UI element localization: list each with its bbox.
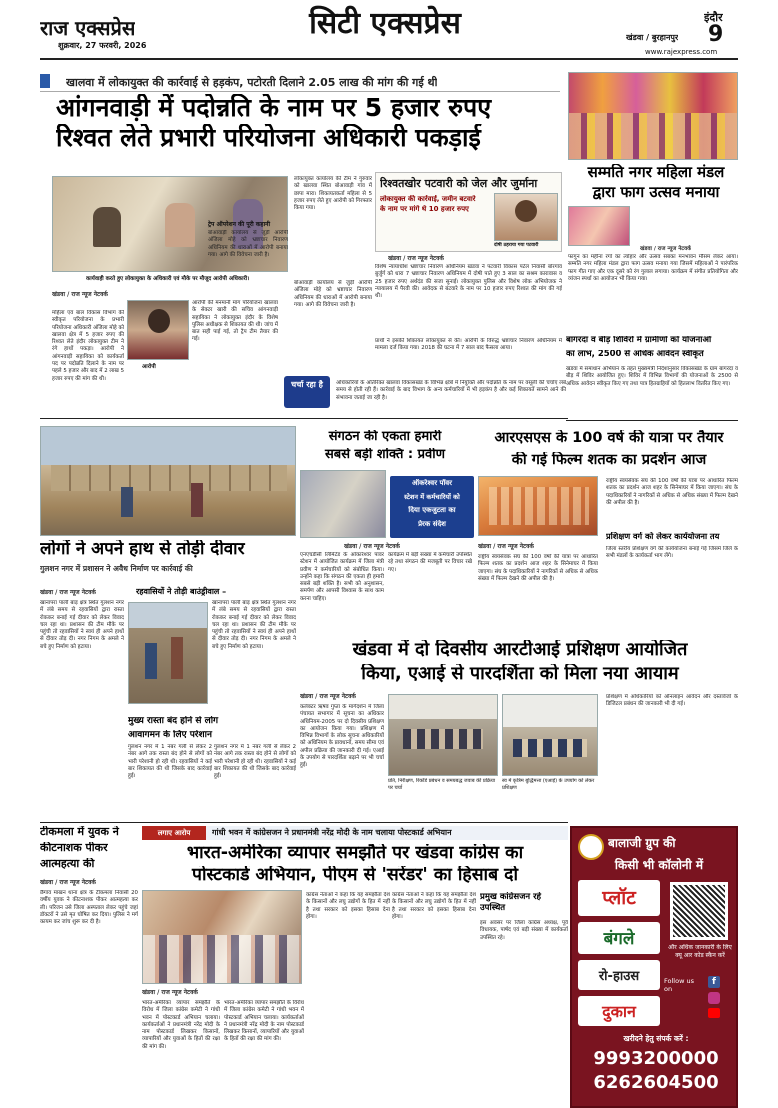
congress-banner — [142, 826, 568, 840]
diwar-photo-2 — [128, 602, 208, 704]
rti-headline-2: किया, एआई से पारदर्शिता को मिला नया आयाम — [361, 664, 679, 684]
patwari-box — [375, 172, 562, 252]
congress-body-2: भारत-अमेरिका व्यापार समझौते के विरोध में जिला कांग्रेस कमेटी ने गांधी भवन में पोस्टकार्ड अभियान चलाया। कार्यकर्ताओं ने प्रधानमंत्री नरेंद्र मोदी के नाम पोस्टकार्ड लिखकर किसानों, व्यापारियों और युवाओं के हितों की रक्षा की मांग की। — [224, 1000, 304, 1043]
rti-photo-1 — [388, 694, 498, 776]
ad-bungalow-label: बंगले — [603, 929, 635, 949]
ad-plot-tag[interactable] — [578, 880, 660, 916]
rti-body-2: प्रशिक्षण में अधिकारियों को ऑनलाइन आवेदन और दस्तावेजों के डिजिटल प्रबंधन की जानकारी भी दी गई। — [606, 694, 738, 708]
ad-title-2: किसी भी कॉलोनी में — [614, 858, 704, 872]
ad-follow: Follow us on — [664, 978, 694, 993]
bagrada-body: खंडवा में समाधान अभियान के तहत मुख्यमंत्री निर्देशानुसार विकासखंड के ग्राम बागरदा व बीड़ में शिविर आयोजित हुए। शिविर में विभिन्न विभागों की योजनाओं के 2500 से अधिक आवेदन स्वीकृत किए गए तथा पात्र हितग्राहियों को हितलाभ वितरित किए गए। — [566, 366, 738, 387]
top-story-sub-label: ट्रेप ऑपरेशन की पूरी कहानी — [208, 221, 271, 228]
congress-subheadline: प्रमुख कांग्रेसजन रहे उपस्थित — [480, 892, 542, 913]
top-story-body-3b: बोआवाड़ी कार्यालय से जुड़ी आरोपी अंजिला मोहे को भ्रष्टाचार निवारण अधिनियम की धाराओं में आरोपी बनाया गया। आगे की विवेचना जारी है। — [294, 280, 372, 308]
ad-plot-label: प्लॉट — [602, 887, 636, 909]
paper-name: राज एक्सप्रेस — [40, 16, 136, 40]
banner-tag: लगाए आरोप — [142, 826, 206, 840]
rti-caption-2: स्व में कृत्रिम बुद्धिमत्ता (एआई) के उपयोग को लेकर प्रशिक्षण — [502, 778, 595, 791]
rti-byline: खंडवा / राज न्यूज नेटवर्क — [300, 693, 357, 700]
rss-subheadline: प्रशिक्षण वर्ग को लेकर कार्ययोजना तय — [606, 532, 720, 541]
charcha-badge-text: चर्चा रहा है — [291, 380, 323, 389]
ad-phone-2[interactable]: 6262604500 — [593, 1072, 719, 1093]
sangathan-byline: खंडवा / राज न्यूज नेटवर्क — [344, 543, 401, 550]
diwar-box: रहवासियों ने तोड़ी बाउंड्रीवाल – — [136, 587, 227, 596]
masthead-rule — [40, 58, 738, 60]
instagram-icon[interactable] — [708, 992, 720, 1004]
rule-top-story — [40, 418, 568, 419]
diwar-body-3: गुलशन नगर में 1 नंबर गली से लेकर 2 नंबर आगे तक रास्ता बंद होने से लोगों को भारी परेशानी हो रही थी। रहवासियों ने कई बार शिकायत की थी जिसके बाद कार्रवाई हुई। — [128, 744, 212, 780]
ad-rowhouse-tag[interactable] — [578, 960, 660, 990]
ad-contact: खरीदने हेतु संपर्क करें : — [623, 1034, 689, 1043]
congress-body-3: कांग्रेस नेताओं ने कहा कि यह समझौता देश के किसानों और लघु उद्योगों के हित में नहीं है तथा सरकार को इसका हिसाब देना होगा। — [306, 892, 390, 920]
patwari-caption: दोषी ठहराया गया पटवारी — [494, 243, 539, 248]
teeli-byline: खंडवा / राज न्यूज नेटवर्क — [40, 879, 97, 886]
portrait-label: आरोपी — [142, 364, 156, 370]
ad-qr-text: और अधिक जानकारी के लिए क्यू आर कोड स्कैन करें — [668, 944, 732, 959]
top-story-body-4: बोआवाड़ी कार्यालय से जुड़ी आरोपी अंजिला मोहे को भ्रष्टाचार निवारण अधिनियम की धाराओं में आरोपी बनाया गया। आगे की विवेचना जारी है। — [208, 230, 288, 258]
congress-photo — [142, 890, 302, 984]
ad-title-1: बालाजी ग्रुप की — [608, 836, 676, 850]
sangathan-headline-1: संगठन की एकता हमारी — [328, 430, 442, 444]
charcha-badge — [284, 376, 330, 408]
rss-byline: खंडवा / राज न्यूज नेटवर्क — [478, 543, 535, 550]
rti-photo-2 — [502, 694, 598, 776]
masthead — [0, 0, 778, 60]
rss-headline-2: की गई फिल्म शतक का प्रदर्शन आज — [511, 452, 707, 468]
charcha-body: अधिकारियों के अतिरिक्त खालवा विकासखंड के विभिन्न क्षेत्रों में नियुक्ति और पदोन्नति के नाम पर वसूली की चर्चाएं लंबे समय से होती रही हैं। कार्रवाई के बाद विभाग के अन्य कर्मचारियों में भी हड़कंप है और कई शिकायतें सामने आने की संभावना जताई जा रही है। — [336, 380, 566, 401]
teeli-headline-2: कीटनाशक पीकर — [40, 842, 108, 854]
diwar-subheadline: गुलशन नगर में प्रशासन ने अवैध निर्माण पर कार्रवाई की — [40, 564, 193, 573]
raid-photo-caption: कार्यवाही करते हुए लोकायुक्त के अधिकारी एवं मौके पर मौजूद आरोपी अधिकारी। — [86, 276, 250, 282]
city-express-title: सिटी एक्सप्रेस — [309, 6, 461, 41]
diwar-body-4: गुलशन नगर में 1 नंबर गली से लेकर 2 नंबर आगे तक रास्ता बंद होने से लोगों को भारी परेशानी हो रही थी। रहवासियों ने कई बार शिकायत की थी जिसके बाद कार्रवाई हुई। — [214, 744, 296, 780]
diwar-sub2-1: मुख्य रास्ता बंद होने से लोग — [128, 716, 219, 726]
patwari-byline: खंडवा / राज न्यूज नेटवर्क — [388, 255, 445, 262]
ad-shop-tag[interactable] — [578, 996, 660, 1026]
top-story-kicker — [40, 72, 560, 92]
holi-body: फागुन का महीना रंगों का त्योहार और उत्सव सबका मनभावन मौसम लेकर आया। सम्मति नगर महिला मंडल द्वारा फाग उत्सव मनाया गया जिसमें महिलाओं ने पारंपरिक फाग गीत गाए और एक दूसरे को रंग गुलाल लगाया। कार्यक्रम में संगीत प्रतियोगिता और व्यंजन स्पर्धा का आयोजन भी किया गया। — [568, 254, 738, 282]
bagrada-headline-1: बागरदा व बीड़ शिविरों में ग्रामीणों को योजनाओं — [566, 336, 712, 345]
supplement-label: खंडवा / बुरहानपुर — [626, 33, 679, 42]
teeli-headline-3: आत्महत्या की — [40, 858, 95, 870]
qr-code-icon[interactable] — [670, 882, 728, 940]
diwar-photo — [40, 426, 296, 536]
teeli-headline-1: टीकमला में युवक ने — [40, 826, 119, 838]
sangathan-photo — [300, 470, 386, 538]
holi-photo-2 — [568, 206, 630, 246]
top-story-body-2: आरोपी की मनमानी मांग परियोजना खालवा के सेक्टर खारी की सचिव आंगनवाड़ी सहायिका ने लोकायुक्त इंदौर के विशेष पुलिस अधीक्षक से शिकायत की थी। जांच में बात सही पाई गई, तो ट्रैप टीम तैयार की गई। — [192, 300, 278, 343]
ad-phone-1[interactable]: 9993200000 — [593, 1048, 719, 1069]
sangathan-box-line-1: ऑकरेश्वर पॉवर — [411, 479, 453, 487]
sangathan-headline-2: सबसे बड़ी शक्ति : प्रवीण — [324, 448, 446, 462]
diwar-headline: लोगों ने अपने हाथ से तोड़ी दीवार — [40, 540, 245, 559]
congress-headline-2: पोस्टकार्ड अभियान, पीएम से 'सरेंडर' का हिसाब दो — [192, 866, 518, 885]
diwar-body: खानापरा पाली बाड़ क्षेत्र स्थित गुलशन नगर में लंबे समय से रहवासियों द्वारा रास्ता रोककर बनाई गई दीवार को लेकर विवाद चल रहा था। प्रशासन की टीम मौके पर पहुंची तो रहवासियों ने स्वयं ही अपने हाथों से दीवार तोड़ दी। नगर निगम के अमले ने बचे हुए निर्माण को हटाया। — [40, 600, 124, 650]
rti-body: कलेक्टर ऋषव गुप्ता के मार्गदर्शन में जिला पंचायत सभागार में सूचना का अधिकार अधिनियम-2005 पर दो दिवसीय प्रशिक्षण का आयोजन किया गया। प्रशिक्षण में विभिन्न विभागों के लोक सूचना अधिकारियों को अधिनियम के प्रावधानों, समय सीमा एवं अपील प्रक्रिया की जानकारी दी गई। एआई के उपयोग से पारदर्शिता बढ़ाने पर भी चर्चा हुई। — [300, 704, 384, 769]
youtube-icon[interactable] — [708, 1008, 720, 1018]
balaji-ad — [570, 826, 738, 1108]
congress-body-5: इस अवसर पर जिला कांग्रेस अध्यक्ष, पूर्व विधायक, पार्षद एवं बड़ी संख्या में कार्यकर्ता उपस्थित रहे। — [480, 920, 568, 941]
rule-right-top — [566, 420, 738, 421]
sangathan-body: एनएचडीसी लिमिटेड के ओंकारेश्वर पावर स्टेशन में आयोजित कार्यक्रम में जिला मंत्री प्रवीण ने कर्मचारियों को संबोधित किया। उन्होंने कहा कि संगठन की एकता ही हमारी सबसे बड़ी शक्ति है। सभी को अनुशासन, समर्पण और आपसी विश्वास के साथ काम करना चाहिए। — [300, 552, 384, 602]
teeli-body: छैगांव माखन थाना क्षेत्र के टीकमला निवासी 20 वर्षीय युवक ने कीटनाशक पीकर आत्महत्या कर ली। परिजन उसे जिला अस्पताल लेकर पहुंचे जहां डॉक्टरों ने उसे मृत घोषित कर दिया। पुलिस ने मर्ग कायम कर जांच शुरू कर दी है। — [40, 890, 138, 926]
ad-rowhouse-label: रो-हाउस — [598, 969, 640, 984]
patwari-body: विशेष न्यायाधीश भ्रष्टाचार निवारण अधिनियम खंडवा ने पटवारी विकास पटेल निवासी बोरगांव बुर्जुर्ग को धारा 7 भ्रष्टाचार निवारण अधिनियम में दोषी पाते हुए 3 साल का सश्रम कारावास व 25 हजार रुपए अर्थदंड की सजा सुनाई। लोकायुक्त पुलिस और विशेष लोक अभियोजक ने न्यायालय में पैरवी की। आवेदक से बंटवारे के नाम पर 10 हजार रुपए रिश्वत की मांग की गई थी। — [375, 264, 562, 300]
patwari-photo — [494, 193, 558, 241]
sangathan-box — [390, 476, 474, 538]
patwari-headline: रिश्वतखोर पटवारी को जेल और जुर्माना — [380, 177, 538, 190]
sangathan-box-line-2: स्टेशन में कर्मचारियों को — [404, 493, 460, 501]
top-story-byline: खंडवा / राज न्यूज नेटवर्क — [52, 291, 109, 298]
holi-headline-1: सम्मति नगर महिला मंडल — [587, 164, 725, 181]
rss-body-right: राष्ट्रीय स्वयंसेवक संघ की 100 वर्षों की यात्रा पर आधारित फिल्म शतक का प्रदर्शन आज शहर के सिनेमाघर में किया जाएगा। संघ के पदाधिकारियों ने नागरिकों से अधिक से अधिक संख्या में फिल्म देखने की अपील की है। — [606, 478, 738, 506]
kicker-text: खालवा में लोकायुक्त की कार्रवाई से हड़कंप, पटोरती दिलाने 2.05 लाख की मांग की गई थी — [66, 76, 438, 89]
ad-bungalow-tag[interactable] — [578, 922, 660, 954]
bagrada-headline-2: का लाभ, 2500 से अधिक आवेदन स्वीकृत — [566, 350, 704, 359]
accused-portrait — [127, 300, 189, 360]
top-story-body-1: महिला एवं बाल विकास विभाग की स्वीकृत परियोजना के प्रभारी परियोजना अधिकारी अंजिला मोहे को खालवा क्षेत्र में 5 हजार रुपए की रिश्वत लेते इंदौर लोकायुक्त टीम ने रंगे हाथों पकड़ा। आरोपी ने आंगनवाड़ी सहायिका को कार्यकर्ता पद पर पदोन्नति दिलाने के नाम पर पहले 5 हजार और बाद में 2 लाख 5 हजार रुपए की मांग की थी। — [52, 310, 124, 382]
kicker-badge — [40, 74, 50, 88]
sangathan-box-line-4: प्रेरक संदेश — [418, 520, 446, 528]
diwar-sub2-2: आवागमन के लिए परेशान — [128, 730, 212, 740]
patwari-sub-2: के नाम पर मांगे थे 10 हजार रुपए — [380, 205, 469, 213]
holi-photo — [568, 72, 738, 160]
rule-middle — [40, 822, 568, 823]
rti-caption-1: प्रति, निरीक्षण, रिकॉर्ड प्रबंधन व समयबद्ध जवाब की प्रक्रिया पर चर्चा — [388, 778, 496, 791]
holi-headline-2: द्वारा फाग उत्सव मनाया — [592, 184, 720, 201]
rss-body: राष्ट्रीय स्वयंसेवक संघ की 100 वर्षों की यात्रा पर आधारित फिल्म शतक का प्रदर्शन आज शहर के सिनेमाघर में किया जाएगा। संघ के पदाधिकारियों ने नागरिकों से अधिक से अधिक संख्या में फिल्म देखने की अपील की है। — [478, 554, 598, 582]
congress-headline-1: भारत-अमेरिका व्यापार समझौते पर खंडवा कांग्रेस का — [186, 844, 524, 863]
sangathan-body-2: कार्यक्रम में बड़ी संख्या में कर्मचारी उपस्थित रहे तथा संगठन की मजबूती पर विचार रखे गए। — [388, 552, 472, 573]
top-story-body-3: लोकायुक्त कार्यालय की टीम ने गुरुवार को खालवा स्थित बोआवाड़ी गांव में छापा मारा। शिकायतकर्ता महिला से 5 हजार रुपए लेते हुए आरोपी को गिरफ्तार किया गया। — [294, 176, 372, 212]
page-number: 9 — [708, 22, 724, 47]
congress-body-4: कांग्रेस नेताओं ने कहा कि यह समझौता देश के किसानों और लघु उद्योगों के हित में नहीं है तथा सरकार को इसका हिसाब देना होगा। — [392, 892, 476, 920]
top-story-headline-1: आंगनवाड़ी में पदोन्नति के नाम पर 5 हजार रुपए — [56, 94, 492, 122]
rss-photo — [478, 476, 598, 536]
congress-byline: खंडवा / राज न्यूज नेटवर्क — [142, 989, 199, 996]
masthead-city: इंदौर — [704, 11, 723, 24]
holi-byline: खंडवा / राज न्यूज नेटवर्क — [640, 246, 692, 252]
ad-shop-label: दुकान — [602, 1002, 636, 1021]
patwari-body-2: प्रार्थी ने इसकी शिकायत लोकायुक्त से की। आरोपी के विरुद्ध भ्रष्टाचार निवारण अधिनियम में मामला दर्ज किया गया। 2018 की घटना में 7 साल बाद फैसला आया। — [375, 338, 562, 352]
banner-text: गांधी भवन में कांग्रेसजन ने प्रधानमंत्री नरेंद्र मोदी के नाम चलाया पोस्टकार्ड अभियान — [212, 828, 452, 837]
diwar-byline: खंडवा / राज न्यूज नेटवर्क — [40, 589, 97, 596]
masthead-date: शुक्रवार, 27 फरवरी, 2026 — [58, 41, 147, 50]
diwar-body-2: खानापरा पाली बाड़ क्षेत्र स्थित गुलशन नगर में लंबे समय से रहवासियों द्वारा रास्ता रोककर बनाई गई दीवार को लेकर विवाद चल रहा था। प्रशासन की टीम मौके पर पहुंची तो रहवासियों ने स्वयं ही अपने हाथों से दीवार तोड़ दी। नगर निगम के अमले ने बचे हुए निर्माण को हटाया। — [212, 600, 296, 650]
congress-body: भारत-अमेरिका व्यापार समझौते के विरोध में जिला कांग्रेस कमेटी ने गांधी भवन में पोस्टकार्ड अभियान चलाया। कार्यकर्ताओं ने प्रधानमंत्री नरेंद्र मोदी के नाम पोस्टकार्ड लिखकर किसानों, व्यापारियों और युवाओं के हितों की रक्षा की मांग की। — [142, 1000, 220, 1050]
sangathan-box-line-3: दिया एकजुटता का — [408, 506, 456, 514]
rti-headline-1: खंडवा में दो दिवसीय आरटीआई प्रशिक्षण आयोजित — [352, 640, 688, 660]
website: www.rajexpress.com — [645, 48, 718, 56]
rss-headline-1: आरएसएस के 100 वर्ष की यात्रा पर तैयार — [494, 430, 724, 446]
top-story-headline-2: रिश्वत लेते प्रभारी परियोजना अधिकारी पकड़ाई — [56, 124, 481, 152]
facebook-icon[interactable]: f — [708, 976, 720, 988]
patwari-sub-1: लोकायुक्त की कार्रवाई, जमीन बटवारे — [380, 195, 476, 203]
rss-body-2: जिला स्तरीय प्रशिक्षण वर्ग की कार्ययोजना बनाई गई जिसमें जिले के सभी मंडलों के कार्यकर्ता भाग लेंगे। — [606, 546, 738, 560]
